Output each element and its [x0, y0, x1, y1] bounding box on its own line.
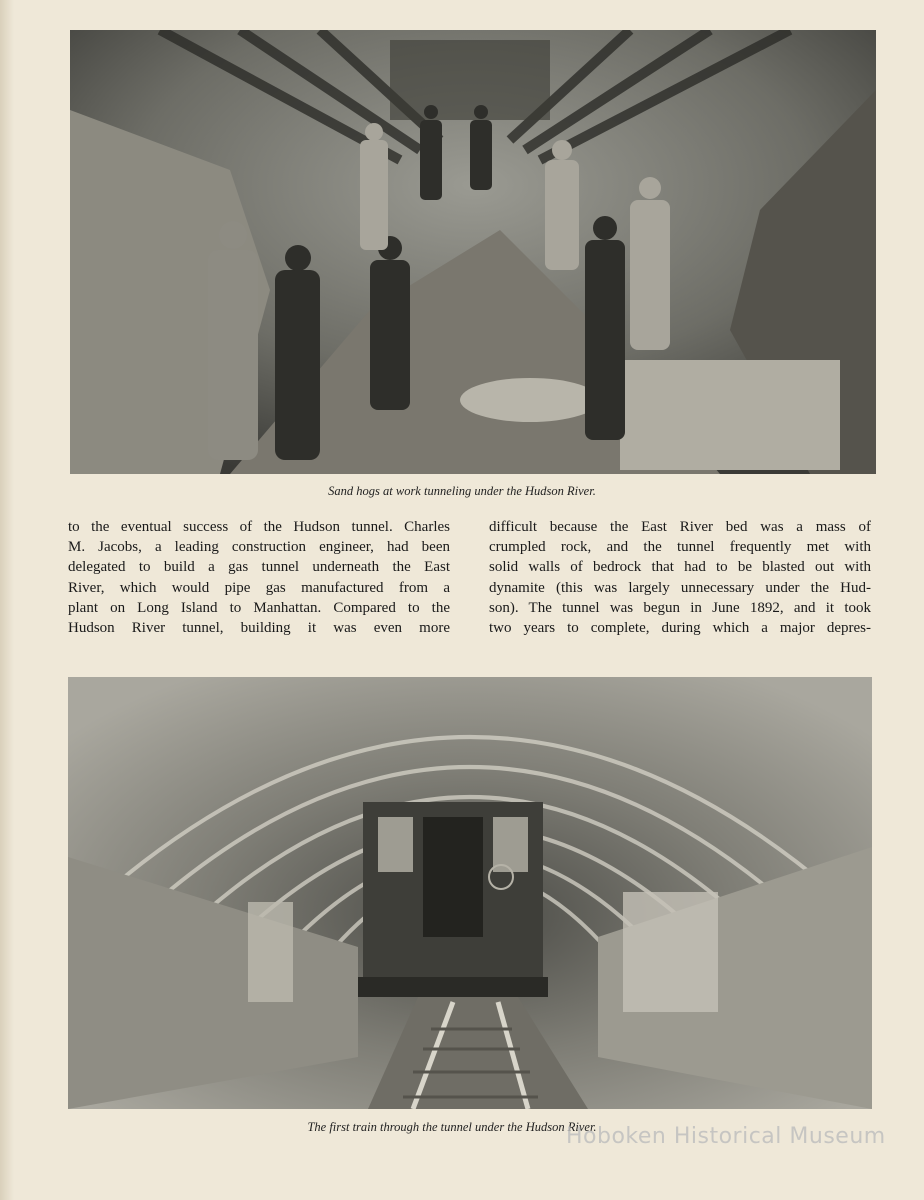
text-line: solid walls of bedrock that had to be blasted out with	[489, 559, 871, 576]
text-line: son). The tunnel was begun in June 1892, and it took	[489, 599, 871, 616]
text-line: plant on Long Island to Manhattan. Compared to the	[68, 599, 450, 616]
text-line: M. Jacobs, a leading construction engineer, had been	[68, 539, 450, 556]
text-line: dynamite (this was largely unnecessary under the Hud-	[489, 579, 871, 596]
text-line: two years to complete, during which a major depres-	[489, 620, 871, 637]
first-train-photo	[68, 677, 872, 1109]
text-line: delegated to build a gas tunnel underneath the East	[68, 559, 450, 576]
text-line: crumpled rock, and the tunnel frequently met with	[489, 539, 871, 556]
text-line: difficult because the East River bed was a mass of	[489, 519, 871, 535]
article-column-right	[489, 517, 871, 638]
text-line: Hudson River tunnel, building it was even more	[68, 620, 450, 637]
text-line: River, which would pipe gas manufactured from a	[68, 579, 450, 596]
sand-hogs-photo	[70, 30, 876, 474]
text-line: to the eventual success of the Hudson tunnel. Charles	[68, 519, 450, 535]
article-column-left	[68, 517, 450, 638]
page-binding-edge	[0, 0, 14, 1200]
photo-caption-top: Sand hogs at work tunneling under the Hudson River.	[328, 484, 596, 498]
photo-caption-bottom: The first train through the tunnel under the Hudson River.	[307, 1120, 597, 1134]
museum-watermark: Hoboken Historical Museum	[566, 1124, 886, 1149]
